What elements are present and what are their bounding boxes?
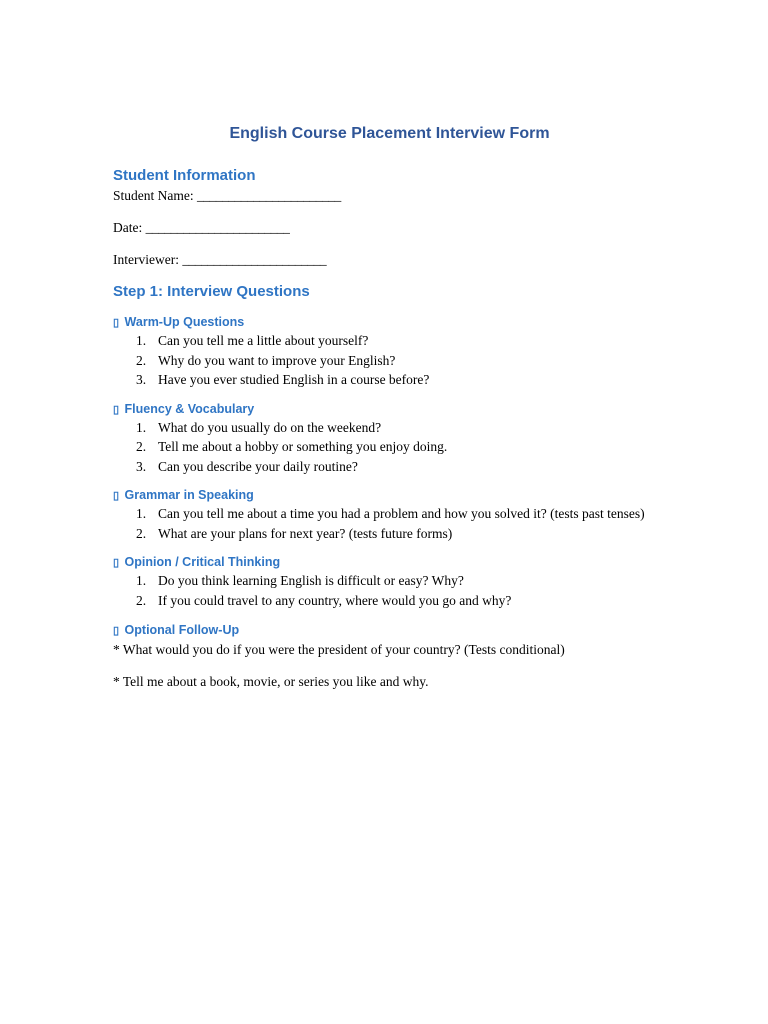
document-title: English Course Placement Interview Form (229, 125, 550, 142)
list-item (113, 504, 658, 524)
list-number: 2. (136, 439, 147, 454)
list-number: 1. (136, 506, 147, 521)
list-item (113, 331, 658, 351)
document-content (113, 125, 658, 691)
question-text: Do you think learning English is difficult or easy? Why? (158, 573, 464, 588)
question-text: If you could travel to any country, where would you go and why? (158, 592, 512, 608)
list-item (113, 524, 658, 544)
section-title: Opinion / Critical Thinking (124, 555, 281, 569)
list-item (113, 571, 658, 591)
list-item (113, 370, 658, 390)
date-blank: _______________________ (145, 220, 290, 235)
list-item (113, 418, 658, 438)
interviewer-blank: _______________________ (182, 252, 327, 267)
student-name-label: Student Name: (113, 188, 194, 203)
list-item (113, 457, 658, 477)
section-fluency-heading (113, 402, 658, 416)
section-grammar-heading (113, 488, 658, 502)
question-text: What are your plans for next year? (tests future forms) (158, 525, 453, 541)
section-warmup-heading (113, 315, 658, 329)
interviewer-label: Interviewer: (113, 252, 179, 267)
section-opinion-heading (113, 555, 658, 569)
student-name-blank: _______________________ (197, 188, 341, 203)
question-text: Have you ever studied English in a course before? (158, 372, 430, 387)
missing-glyph-icon: ▯ (113, 403, 120, 416)
list-number: 1. (136, 333, 147, 348)
question-text: Tell me about a hobby or something you enjoy doing. (158, 439, 448, 454)
missing-glyph-icon: ▯ (113, 557, 120, 569)
question-list (113, 571, 658, 610)
missing-glyph-icon: ▯ (113, 625, 120, 637)
question-text: Can you describe your daily routine? (158, 458, 358, 474)
list-item (113, 437, 658, 457)
section-title: Fluency & Vocabulary (124, 401, 255, 416)
question-list (113, 504, 658, 543)
section-followup-heading (113, 623, 658, 637)
date-field (113, 219, 658, 237)
list-item (113, 351, 658, 371)
interviewer-field (113, 251, 658, 269)
section-title: Warm-Up Questions (124, 315, 245, 329)
date-label: Date: (113, 220, 143, 235)
list-number: 1. (136, 573, 147, 588)
question-list (113, 418, 658, 477)
question-list (113, 331, 658, 390)
list-number: 2. (136, 592, 147, 608)
missing-glyph-icon: ▯ (113, 490, 120, 502)
section-title: Grammar in Speaking (124, 488, 254, 502)
section-title: Optional Follow-Up (124, 623, 240, 637)
question-text: Why do you want to improve your English? (158, 352, 396, 368)
list-item (113, 591, 658, 611)
followup-item: * Tell me about a book, movie, or series you like and why. (113, 674, 429, 689)
list-number: 1. (136, 419, 147, 435)
list-number: 3. (136, 372, 147, 387)
question-text: Can you tell me a little about yourself? (158, 333, 369, 348)
question-text: What do you usually do on the weekend? (158, 419, 382, 435)
student-info-heading: Student Information (113, 167, 256, 184)
list-number: 3. (136, 458, 147, 474)
step1-heading: Step 1: Interview Questions (113, 283, 310, 300)
question-text: Can you tell me about a time you had a problem and how you solved it? (tests past tenses) (158, 506, 645, 521)
list-number: 2. (136, 525, 147, 541)
followup-item: * What would you do if you were the president of your country? (Tests conditional) (113, 642, 565, 657)
missing-glyph-icon: ▯ (113, 317, 120, 329)
list-number: 2. (136, 352, 147, 368)
student-name-field (113, 187, 658, 205)
